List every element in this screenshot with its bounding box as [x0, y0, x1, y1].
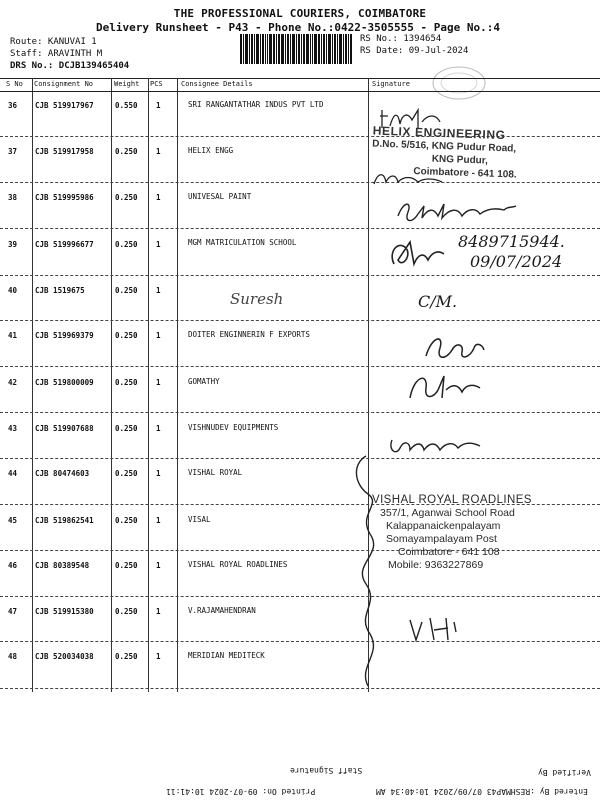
row-consignee: DOITER ENGINNERIN F EXPORTS — [188, 330, 310, 339]
row-divider — [0, 366, 600, 367]
row-sno: 38 — [8, 193, 18, 202]
row-consignment: CJB 519800009 — [35, 378, 94, 387]
row-weight: 0.250 — [115, 652, 138, 661]
col-divider — [111, 78, 112, 692]
row-pcs: 1 — [156, 378, 161, 387]
col-header-consignment: Consignment No — [34, 80, 94, 88]
row-consignment: CJB 80474603 — [35, 469, 90, 478]
row-weight: 0.250 — [115, 240, 138, 249]
col-header-pcs: PCS — [150, 80, 163, 88]
signature-38 — [392, 196, 522, 228]
row-pcs: 1 — [156, 561, 161, 570]
row-consignment: CJB 80389548 — [35, 561, 90, 570]
row39-date-handwritten: 09/07/2024 — [470, 252, 563, 271]
col-header-signature: Signature — [372, 80, 410, 88]
barcode-image — [240, 34, 352, 64]
col-divider — [177, 78, 178, 692]
row-consignee: VISAL — [188, 515, 211, 524]
row-weight: 0.250 — [115, 331, 138, 340]
vishal-stamp-line1: 357/1, Aganwai School Road — [380, 507, 515, 519]
row-consignment: CJB 519862541 — [35, 516, 94, 525]
row-weight: 0.250 — [115, 193, 138, 202]
row-weight: 0.250 — [115, 469, 138, 478]
row40-mark-handwritten: C/M. — [418, 292, 458, 311]
row-sno: 45 — [8, 516, 18, 525]
row-consignee: HELIX ENGG — [188, 146, 234, 155]
vishal-stamp-line3: Somayampalayam Post — [386, 533, 497, 545]
runsheet-subtitle: Delivery Runsheet - P43 - Phone No.:0422-3505555 - Page No.:4 — [96, 21, 500, 34]
faint-round-stamp — [430, 63, 488, 103]
row-sno: 43 — [8, 424, 18, 433]
row-consignee: MGM MATRICULATION SCHOOL — [188, 238, 297, 247]
row-pcs: 1 — [156, 652, 161, 661]
row-weight: 0.250 — [115, 378, 138, 387]
row-consignee: VISHAL ROYAL — [188, 468, 243, 477]
signature-47 — [404, 614, 464, 646]
row-divider — [0, 688, 600, 689]
helix-stamp-line3: Coimbatore - 641 108. — [413, 165, 517, 181]
row40-name-handwritten: Suresh — [230, 290, 284, 308]
row-pcs: 1 — [156, 286, 161, 295]
row-sno: 36 — [8, 101, 18, 110]
col-divider — [148, 78, 149, 692]
row-divider — [0, 641, 600, 642]
drs-value: DCJB139465404 — [58, 61, 130, 71]
row-weight: 0.250 — [115, 286, 138, 295]
row-consignee: GOMATHY — [188, 377, 220, 386]
row-consignee: V.RAJAMAHENDRAN — [188, 606, 256, 615]
row-consignment: CJB 519969379 — [35, 331, 94, 340]
company-title: THE PROFESSIONAL COURIERS, COIMBATORE — [173, 7, 427, 20]
row-consignment: CJB 520034038 — [35, 652, 94, 661]
row-sno: 44 — [8, 469, 18, 478]
helix-stamp-line2: KNG Pudur, — [431, 153, 489, 167]
drs-number — [10, 61, 129, 71]
row-consignee: SRI RANGANTATHAR INDUS PVT LTD — [188, 100, 324, 109]
row-consignment: CJB 519996677 — [35, 240, 94, 249]
printed-on-label: Printed On: 09-07-2024 10:41:11 — [166, 787, 316, 796]
row-consignment: CJB 519917967 — [35, 101, 94, 110]
row-sno: 41 — [8, 331, 18, 340]
row-divider — [0, 320, 600, 321]
row-sno: 47 — [8, 607, 18, 616]
signature-39 — [384, 234, 454, 274]
row-consignee: MERIDIAN MEDITECK — [188, 651, 265, 660]
row-sno: 46 — [8, 561, 18, 570]
row-consignee: UNIVESAL PAINT — [188, 192, 252, 201]
row-consignee: VISHNUDEV EQUIPMENTS — [188, 423, 279, 432]
rs-date: RS Date: 09-Jul-2024 — [360, 46, 469, 56]
signature-bracket-44-48 — [348, 454, 388, 690]
row-weight: 0.250 — [115, 561, 138, 570]
row-sno: 37 — [8, 147, 18, 156]
vishal-stamp-line5: Mobile: 9363227869 — [388, 559, 484, 571]
row-divider — [0, 182, 600, 183]
row-divider — [0, 275, 600, 276]
drs-label: DRS No.: — [10, 61, 54, 71]
row-weight: 0.550 — [115, 101, 138, 110]
col-header-weight: Weight — [114, 80, 140, 88]
row-pcs: 1 — [156, 101, 161, 110]
row-pcs: 1 — [156, 607, 161, 616]
row-sno: 48 — [8, 652, 18, 661]
route-label: Route: KANUVAI 1 — [10, 37, 97, 47]
staff-signature-label: Staff Signature — [290, 766, 363, 775]
helix-stamp-line1: D.No. 5/516, KNG Pudur Road, — [372, 138, 517, 155]
verified-by-label: Verified By — [538, 768, 591, 777]
col-header-sno: S No — [6, 80, 23, 88]
rs-number: RS No.: 1394654 — [360, 34, 442, 44]
row-weight: 0.250 — [115, 424, 138, 433]
row-consignment: CJB 519995986 — [35, 193, 94, 202]
vishal-royal-roadlines-stamp — [372, 494, 572, 572]
row-pcs: 1 — [156, 331, 161, 340]
row-pcs: 1 — [156, 516, 161, 525]
signature-41 — [418, 330, 488, 366]
staff-label: Staff: ARAVINTH M — [10, 49, 103, 59]
row-sno: 40 — [8, 286, 18, 295]
row39-phone-handwritten: 8489715944. — [458, 232, 565, 251]
row-pcs: 1 — [156, 147, 161, 156]
row-sno: 42 — [8, 378, 18, 387]
col-divider — [32, 78, 33, 692]
row-weight: 0.250 — [115, 147, 138, 156]
vishal-stamp-line4: Coimbatore - 641 108 — [398, 546, 500, 558]
signature-42 — [404, 368, 484, 406]
row-pcs: 1 — [156, 240, 161, 249]
table-top-border — [0, 78, 600, 79]
vishal-stamp-line2: Kalappanaickenpalayam — [386, 520, 501, 532]
vishal-stamp-name: VISHAL ROYAL ROADLINES — [372, 494, 532, 506]
row-consignment: CJB 519917958 — [35, 147, 94, 156]
row-divider — [0, 596, 600, 597]
signature-37 — [370, 168, 460, 190]
row-pcs: 1 — [156, 469, 161, 478]
entered-by-label: Entered By :RESHMAP43 07/09/2024 10:40:34 AM — [376, 787, 588, 796]
row-pcs: 1 — [156, 193, 161, 202]
signature-43 — [386, 432, 486, 462]
row-consignment: CJB 519907688 — [35, 424, 94, 433]
row-consignment: CJB 1519675 — [35, 286, 85, 295]
helix-stamp-name: HELIX ENGINEERING — [372, 123, 506, 143]
row-pcs: 1 — [156, 424, 161, 433]
row-consignee: VISHAL ROYAL ROADLINES — [188, 560, 288, 569]
col-header-consignee: Consignee Details — [181, 80, 253, 88]
row-sno: 39 — [8, 240, 18, 249]
header-divider — [0, 91, 600, 92]
row-divider — [0, 458, 600, 459]
row-weight: 0.250 — [115, 516, 138, 525]
row-divider — [0, 228, 600, 229]
row-weight: 0.250 — [115, 607, 138, 616]
row-consignment: CJB 519915380 — [35, 607, 94, 616]
row-divider — [0, 412, 600, 413]
